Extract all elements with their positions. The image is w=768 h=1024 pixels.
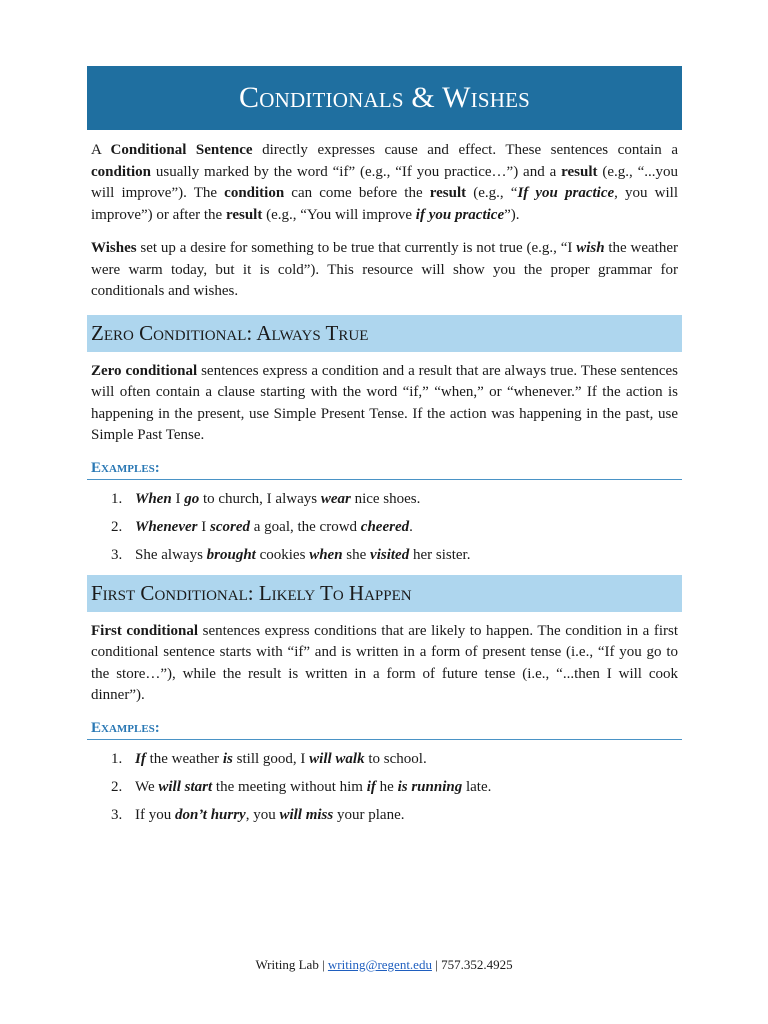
document-page [87, 66, 682, 829]
list-item: 1. If the weather is still good, I will walk to school. [111, 750, 427, 767]
first-conditional-paragraph: First conditional sentences express conditions that are likely to happen. The condition in a first conditional sentence starts with “if” and is written in a form of present tense (i.e., “If you go to the store…”), while the result is written in a form of future tense (i.e., “...then I will cook dinner”). [91, 622, 678, 703]
first-conditional-examples [87, 745, 682, 829]
page-title: Conditionals & Wishes [87, 66, 682, 130]
footer-separator: | [435, 957, 438, 972]
intro-conditional-paragraph: A Conditional Sentence directly expresses cause and effect. These sentences contain a condition usually marked by the word “if” (e.g., “If you practice…”) and a result (e.g., “...you will improve”). The condition can come before the result (e.g., “If you practice, you will improve”) or after the result (e.g., “You will improve if you practice”). [91, 142, 679, 223]
footer-phone: 757.352.4925 [441, 957, 513, 972]
list-item: 2. Whenever I scored a goal, the crowd cheered. [111, 518, 413, 535]
list-item: 1. When I go to church, I always wear nice shoes. [111, 490, 421, 507]
footer-separator: | [322, 957, 325, 972]
intro-wishes-paragraph: Wishes set up a desire for something to be true that currently is not true (e.g., “I wish the weather were warm today, but it is cold”). This resource will show you the proper grammar for conditionals and wishes. [91, 240, 679, 299]
list-item: 3. If you don’t hurry, you will miss your plane. [111, 806, 405, 823]
list-item: 2. We will start the meeting without him if he is running late. [111, 778, 492, 795]
zero-conditional-examples [87, 485, 682, 569]
footer-org: Writing Lab [255, 957, 319, 972]
footer-email-link[interactable]: writing@regent.edu [327, 957, 432, 972]
list-item: 3. She always brought cookies when she visited her sister. [111, 546, 471, 563]
examples-heading: Examples: [87, 720, 682, 740]
page-footer [0, 957, 768, 973]
examples-heading: Examples: [87, 460, 682, 480]
section-heading-zero-conditional: Zero Conditional: Always True [87, 315, 682, 352]
section-heading-first-conditional: First Conditional: Likely To Happen [87, 575, 682, 612]
zero-conditional-paragraph: Zero conditional sentences express a condition and a result that are always true. These sentences will often contain a clause starting with the word “if,” “when,” or “whenever.” If the action is happening in the present, use Simple Present Tense. If the action was happening in the past, use Simple Past Tense. [91, 362, 678, 443]
